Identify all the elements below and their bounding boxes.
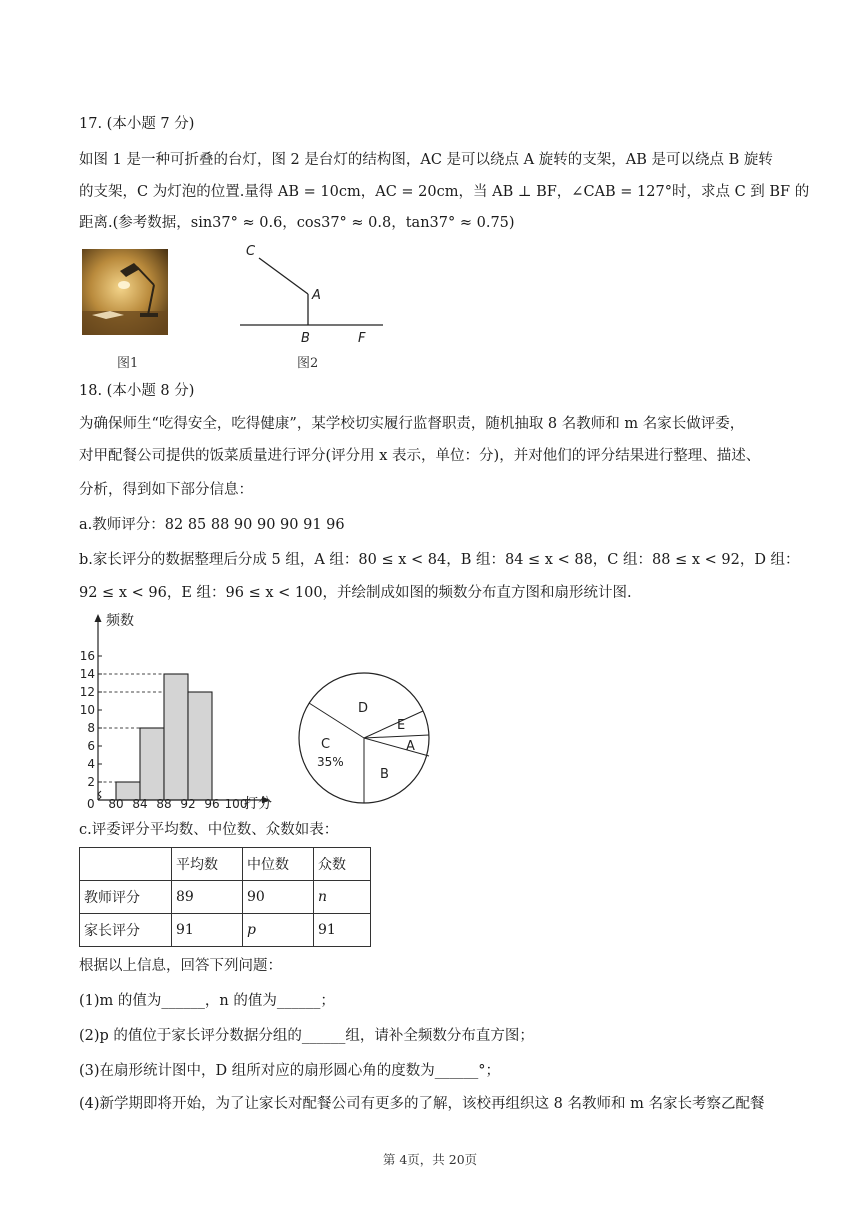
y-tick-label: 8 — [87, 721, 95, 735]
q18-intro-line2: 对甲配餐公司提供的饭菜质量进行评分(评分用 x 表示，单位：分)，并对他们的评分结果进行整理、描述、 — [79, 448, 761, 464]
x-tick-label: 88 — [156, 797, 172, 811]
y-tick-label: 14 — [79, 667, 95, 681]
q17-text-line2: 的支架，C 为灯泡的位置.量得 AB = 10cm，AC = 20cm，当 AB ⊥ BF，∠CAB = 127°时，求点 C 到 BF 的 — [79, 184, 810, 200]
table-header-cell: 中位数 — [243, 848, 314, 881]
q18-subquestion-4: (4)新学期即将开始，为了让家长对配餐公司有更多的了解，该校再组织这 8 名教师和 m 名家长考察乙配餐 — [79, 1096, 765, 1112]
x-axis-label: 打分 — [244, 796, 272, 812]
slice-percent-c: 35% — [317, 755, 344, 769]
slice-label-d: D — [358, 701, 369, 716]
table-row — [80, 914, 371, 947]
table-cell: n — [314, 881, 371, 914]
x-tick-label: 84 — [132, 797, 148, 811]
q18-info-c: c.评委评分平均数、中位数、众数如表： — [79, 822, 339, 838]
q18-info-a: a.教师评分：82 85 88 90 90 90 91 96 — [79, 517, 345, 533]
origin-label: 0 — [87, 797, 95, 811]
histogram-bar — [188, 692, 212, 800]
label-f: F — [358, 331, 366, 346]
frequency-histogram — [76, 608, 286, 813]
q18-subquestion-1: (1)m 的值为______，n 的值为______； — [79, 993, 335, 1009]
table-cell: p — [243, 914, 314, 947]
q17-header: 17. (本小题 7 分) — [79, 116, 195, 132]
q18-intro-line3: 分析，得到如下部分信息： — [79, 482, 253, 498]
q18-info-b-line2: 92 ≤ x < 96，E 组：96 ≤ x < 100，并绘制成如图的频数分布直方图和扇形统计图. — [79, 585, 632, 601]
y-tick-label: 16 — [79, 649, 95, 663]
histogram-bar — [140, 728, 164, 800]
table-cell: 89 — [172, 881, 243, 914]
table-cell: 91 — [172, 914, 243, 947]
table-cell: 教师评分 — [80, 881, 172, 914]
table-header-cell: 众数 — [314, 848, 371, 881]
pie-chart — [296, 670, 434, 808]
statistics-table — [79, 847, 371, 947]
x-tick-label: 92 — [180, 797, 196, 811]
table-cell: 90 — [243, 881, 314, 914]
slice-label-b: B — [380, 767, 389, 782]
table-cell: 家长评分 — [80, 914, 172, 947]
figure-2-caption: 图2 — [297, 356, 319, 371]
y-tick-label: 12 — [79, 685, 95, 699]
y-tick-label: 2 — [87, 775, 95, 789]
table-header-cell — [80, 848, 172, 881]
table-header-row — [80, 848, 371, 881]
slice-label-c: C — [321, 737, 331, 752]
q17-text-line1: 如图 1 是一种可折叠的台灯，图 2 是台灯的结构图，AC 是可以绕点 A 旋转的支架，AB 是可以绕点 B 旋转 — [79, 152, 773, 168]
label-c: C — [246, 244, 256, 259]
y-axis-label: 频数 — [106, 613, 134, 629]
lamp-photo — [82, 249, 168, 335]
table-cell: 91 — [314, 914, 371, 947]
label-a: A — [312, 288, 321, 303]
q18-intro-line1: 为确保师生“吃得安全，吃得健康”，某学校切实履行监督职责，随机抽取 8 名教师和 m 名家长做评委， — [79, 416, 745, 432]
table-row — [80, 881, 371, 914]
x-tick-label: 100 — [224, 797, 248, 811]
slice-label-e: E — [397, 718, 406, 733]
q18-subquestion-2: (2)p 的值位于家长评分数据分组的______组，请补全频数分布直方图； — [79, 1028, 534, 1044]
page-footer: 第 4页，共 20页 — [382, 1152, 478, 1167]
q18-subquestion-3: (3)在扇形统计图中，D 组所对应的扇形圆心角的度数为______°； — [79, 1063, 501, 1079]
q18-info-b-line1: b.家长评分的数据整理后分成 5 组，A 组：80 ≤ x < 84，B 组：84 ≤ x < 88，C 组：88 ≤ x < 92，D 组： — [79, 552, 800, 568]
y-tick-label: 10 — [79, 703, 95, 717]
figure-1-caption: 图1 — [117, 356, 139, 371]
y-tick-label: 6 — [87, 739, 95, 753]
table-header-cell: 平均数 — [172, 848, 243, 881]
slice-label-a: A — [406, 739, 415, 754]
lamp-structure-diagram — [235, 238, 385, 348]
q17-text-line3: 距离.(参考数据，sin37° ≈ 0.6，cos37° ≈ 0.8，tan37° ≈ 0.75) — [79, 215, 515, 231]
histogram-bar — [164, 674, 188, 800]
y-tick-label: 4 — [87, 757, 95, 771]
y-axis-arrow — [95, 614, 102, 622]
x-tick-label: 80 — [108, 797, 124, 811]
segment-ac — [259, 258, 308, 294]
x-tick-label: 96 — [204, 797, 220, 811]
q18-prompt: 根据以上信息，回答下列问题： — [79, 958, 282, 974]
q18-header: 18. (本小题 8 分) — [79, 383, 195, 399]
label-b: B — [301, 331, 310, 346]
